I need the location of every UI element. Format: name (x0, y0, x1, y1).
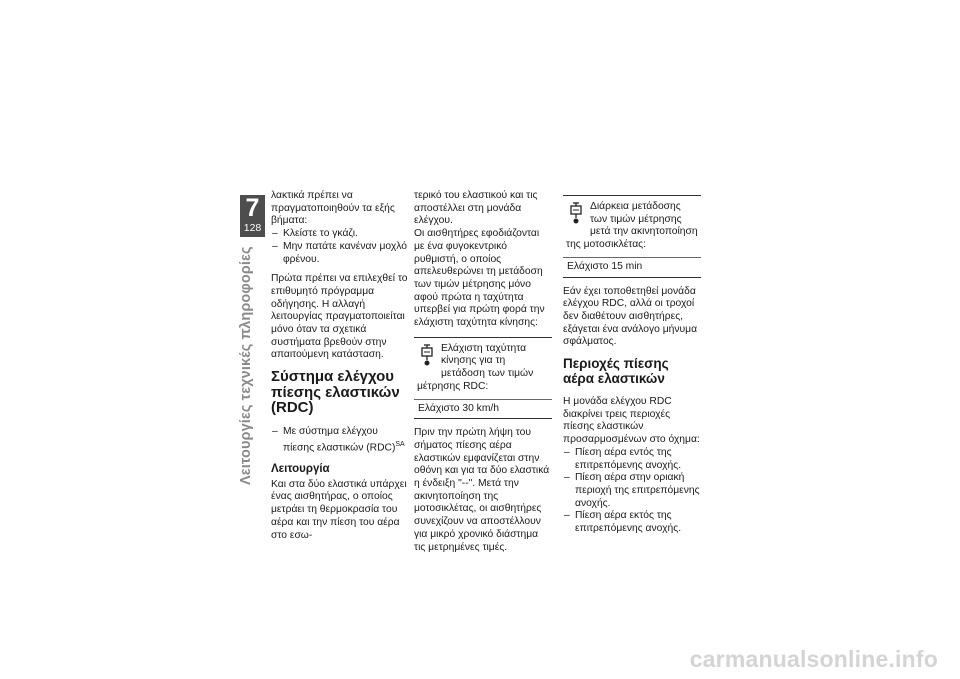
note-text: Διάρκεια μετάδοσης των τιμών μέτρησης μετά την ακινητοποίηση της μοτοσικλέτας: (566, 201, 698, 251)
paragraph: τερικό του ελαστικού και τις αποστέλλει στη μονάδα ελέγχου. (414, 190, 538, 227)
note-text: Ελάχιστη ταχύτητα κίνησης για τη μετάδοση των τιμών μέτρησης RDC: (417, 342, 534, 392)
tire-pressure-gauge-icon (566, 202, 590, 228)
note-value: Ελάχιστο 30 km/h (414, 399, 552, 419)
list-item: – Πίεση αέρα εντός της επιτρεπόμενης ανοχής. (563, 447, 701, 472)
sa-superscript: SA (395, 440, 405, 448)
equipment-text: Με σύστημα ελέγχου πίεσης ελαστικών (RDC) (283, 425, 396, 454)
pressure-ranges-list (563, 447, 701, 536)
paragraph: Εάν έχει τοποθετηθεί μονάδα ελέγχου RDC, αλλά οι τροχοί δεν διαθέτουν αισθητήρες, εξάγεται ένα ανάλογο μήνυμα σφάλματος. (563, 285, 698, 348)
watermark: carmanualsonline.info (689, 646, 938, 672)
section-heading: Σύστημα ελέγχου πίεσης ελαστικών (RDC) (271, 368, 400, 417)
column-2 (414, 190, 552, 561)
column-3 (563, 195, 701, 543)
list-item: – Κλείστε το γκάζι. (271, 228, 409, 241)
intro-text: λακτικά πρέπει να πραγματοποιηθούν τα εξής βήματα: (271, 190, 395, 227)
list-item: – Πίεση αέρα εκτός της επιτρεπόμενης ανοχής. (563, 510, 701, 535)
note-value: Ελάχιστο 15 min (563, 257, 701, 277)
list-item: – Πίεση αέρα στην οριακή περιοχή της επιτρεπόμενης ανοχής. (563, 472, 701, 510)
page-number: 128 (243, 222, 262, 234)
chapter-side-title: Λειτουργίες τεχνικές πληροφορίες (238, 246, 254, 485)
paragraph: Πριν την πρώτη λήψη του σήματος πίεσης αέρα ελαστικών εμφανίζεται στην οθόνη και για τα δύο ελαστικά η ένδειξη "--". Μετά την ακινητοποίηση της μοτοσικλέτας, οι αισθητήρες συνεχίζουν να αποστέλλουν για μικρό χρονικό διάστημα τις μετρημένες τιμές. (414, 427, 550, 553)
note-box (414, 337, 552, 420)
tire-pressure-gauge-icon (417, 344, 441, 370)
chapter-tab (240, 195, 265, 237)
list-item (271, 426, 409, 455)
chapter-number: 7 (245, 194, 260, 222)
paragraph: Και στα δύο ελαστικά υπάρχει ένας αισθητήρας, ο οποίος μετράει τη θερμοκρασία του αέρα και την πίεση του αέρα στο εσω- (271, 478, 407, 541)
paragraph: Οι αισθητήρες εφοδιάζονται με ένα φυγοκεντρικό ρυθμιστή, ο οποίος απελευθερώνει τη μετάδοση των τιμών μέτρησης μόνο αφού πρώτα η ταχύτητα υπερβεί για πρώτη φορά την ελάχιστη ταχύτητα κίνησης: (414, 228, 545, 329)
section-heading: Περιοχές πίεσης αέρα ελαστικών (563, 356, 669, 387)
subheading: Λειτουργία (271, 462, 330, 475)
column-1 (271, 190, 409, 549)
paragraph: Η μονάδα ελέγχου RDC διακρίνει τρεις περιοχές πίεσης ελαστικών προσαρμοσμένων στο όχημα: (563, 396, 700, 446)
list-item: – Μην πατάτε κανέναν μοχλό φρένου. (271, 241, 409, 266)
note-box (563, 195, 701, 278)
paragraph: Πρώτα πρέπει να επιλεχθεί το επιθυμητό πρόγραμμα οδήγησης. Η αλλαγή λειτουργίας πραγματοποιείται μόνο όταν τα σχετικά συστήματα βρεθούν στην απαιτούμενη κατάσταση. (271, 273, 408, 361)
equipment-list (271, 426, 409, 455)
steps-list (271, 228, 409, 266)
